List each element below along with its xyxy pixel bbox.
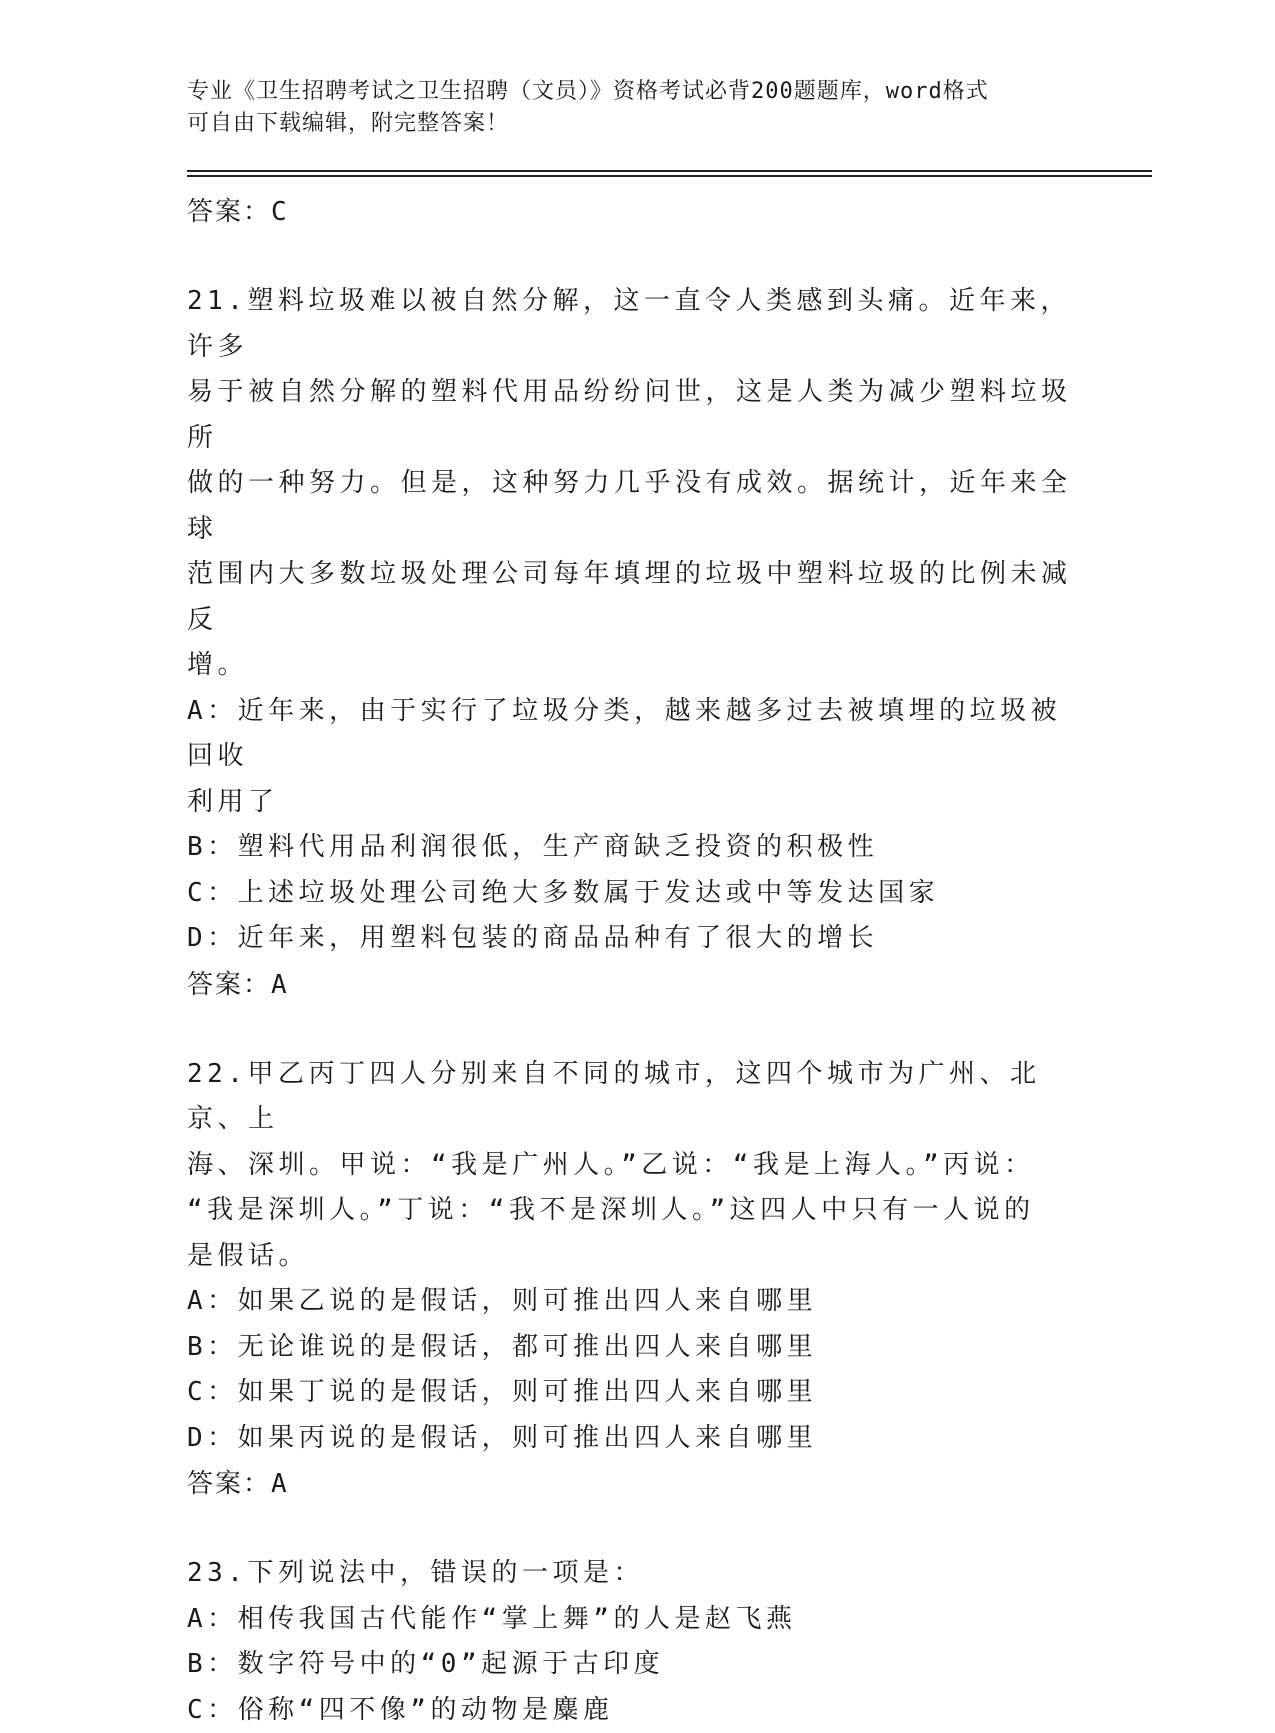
question-stem-line: 增。 <box>187 643 1077 689</box>
answer-line: 答案：A <box>187 1461 1077 1507</box>
question-22 <box>187 1052 1077 1508</box>
option-d: D：如果丙说的是假话，则可推出四人来自哪里 <box>187 1416 1077 1462</box>
question-stem-line: 海、深圳。甲说：“我是广州人。”乙说：“我是上海人。”丙说： <box>187 1143 1077 1189</box>
header-rule-top <box>187 170 1152 172</box>
option-c: C：如果丁说的是假话，则可推出四人来自哪里 <box>187 1370 1077 1416</box>
question-23 <box>187 1551 1077 1733</box>
option-c: C：上述垃圾处理公司绝大多数属于发达或中等发达国家 <box>187 871 1077 917</box>
option-b: B：无论谁说的是假话，都可推出四人来自哪里 <box>187 1325 1077 1371</box>
option-d: D：近年来，用塑料包装的商品品种有了很大的增长 <box>187 916 1077 962</box>
question-stem-line: 是假话。 <box>187 1234 1077 1280</box>
question-stem-line: 21.塑料垃圾难以被自然分解，这一直令人类感到头痛。近年来，许多 <box>187 279 1077 370</box>
option-a-continued: 利用了 <box>187 780 1077 826</box>
question-21 <box>187 279 1077 1008</box>
header-rule-bottom <box>187 175 1152 177</box>
question-stem-line: “我是深圳人。”丁说：“我不是深圳人。”这四人中只有一人说的 <box>187 1188 1077 1234</box>
option-a: A：近年来，由于实行了垃圾分类，越来越多过去被填埋的垃圾被回收 <box>187 689 1077 780</box>
question-stem-line: 易于被自然分解的塑料代用品纷纷问世，这是人类为减少塑料垃圾所 <box>187 370 1077 461</box>
header-line-2: 可自由下载编辑，附完整答案！ <box>187 108 1067 140</box>
header-line-1: 专业《卫生招聘考试之卫生招聘（文员）》资格考试必背200题题库，word格式 <box>187 76 1067 108</box>
option-c: C：俗称“四不像”的动物是麋鹿 <box>187 1688 1077 1733</box>
option-a: A：相传我国古代能作“掌上舞”的人是赵飞燕 <box>187 1597 1077 1643</box>
answer-line: 答案：C <box>187 189 1077 235</box>
answer-line: 答案：A <box>187 962 1077 1008</box>
option-b: B：塑料代用品利润很低，生产商缺乏投资的积极性 <box>187 825 1077 871</box>
question-stem-line: 范围内大多数垃圾处理公司每年填埋的垃圾中塑料垃圾的比例未减反 <box>187 552 1077 643</box>
document-body <box>187 189 1077 1733</box>
option-a: A：如果乙说的是假话，则可推出四人来自哪里 <box>187 1279 1077 1325</box>
option-b: B：数字符号中的“0”起源于古印度 <box>187 1642 1077 1688</box>
question-stem-line: 23.下列说法中，错误的一项是： <box>187 1551 1077 1597</box>
question-stem-line: 22.甲乙丙丁四人分别来自不同的城市，这四个城市为广州、北京、上 <box>187 1052 1077 1143</box>
document-header <box>187 76 1067 140</box>
question-stem-line: 做的一种努力。但是，这种努力几乎没有成效。据统计，近年来全球 <box>187 461 1077 552</box>
